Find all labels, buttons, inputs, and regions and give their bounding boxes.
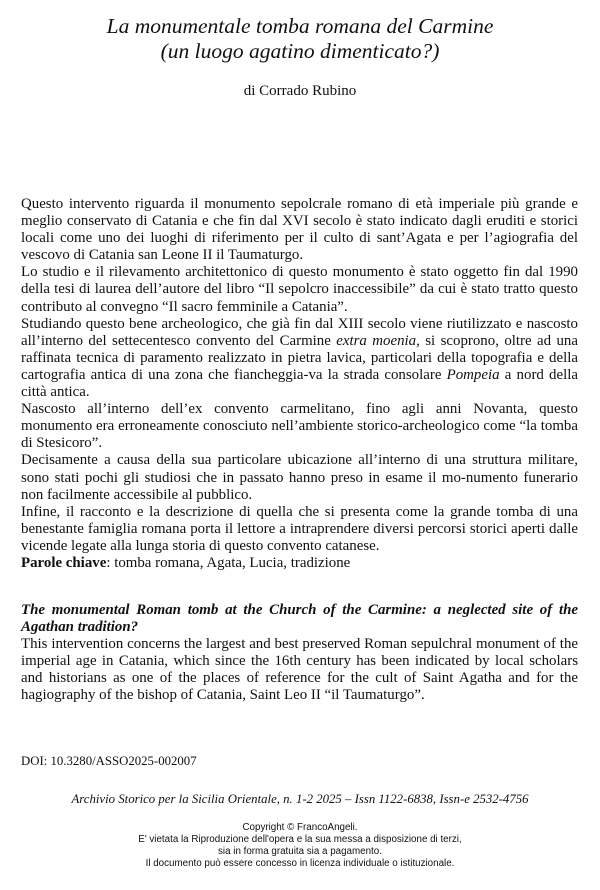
doi-line: DOI: 10.3280/ASSO2025-002007 bbox=[21, 754, 197, 768]
keywords-line bbox=[21, 555, 578, 572]
author-line: di Corrado Rubino bbox=[243, 83, 357, 99]
abstract-p3-italic-extra-moenia: extra moenia bbox=[336, 332, 417, 349]
keywords-label: Parole chiave bbox=[21, 554, 107, 571]
abstract-italian bbox=[21, 196, 578, 572]
abstract-p3-text-c: , si scoprono, oltre ad una raffinata tecnica di paramento realizzato in pietra lavica, particolari della topografia e della cartografia antica di una zona che fiancheggia-va la strada consolare bbox=[21, 332, 578, 383]
abstract-english bbox=[21, 602, 578, 705]
copyright-notice bbox=[0, 822, 600, 870]
english-abstract-body: This intervention concerns the largest and best preserved Roman sepulchral monument of the imperial age in Catania, which since the 16th century has been indicated by local scholars and historians as one of the places of reference for the cult of Saint Agatha and for the hagiography of the bishop of Catania, Saint Leo II “il Taumaturgo”. bbox=[21, 636, 578, 704]
abstract-paragraph-2: Lo studio e il rilevamento architettonico di questo monumento è stato oggetto fin dal 1990 della tesi di laurea dell’autore del libro “Il sepolcro inaccessibile” da cui è stato tratto questo contributo al convegno “Il sacro femminile a Catania”. bbox=[21, 264, 578, 315]
journal-citation: Archivio Storico per la Sicilia Orientale, n. 1-2 2025 – Issn 1122-6838, Issn-e 2532-4756 bbox=[71, 792, 529, 806]
abstract-paragraph-1: Questo intervento riguarda il monumento sepolcrale romano di età imperiale più grande e meglio conservato di Catania e che fin dal XVI secolo è stato indicato dagli eruditi e storici locali come uno dei luoghi di riferimento per il culto di sant’Agata e per l’agiografia del vescovo di Catania san Leone II il Taumaturgo. bbox=[21, 196, 578, 264]
abstract-paragraph-6: Infine, il racconto e la descrizione di quella che si presenta come la grande tomba di una benestante famiglia romana porta il lettore a intraprendere diversi percorsi storici aperti dalle vicende legate alla lunga storia di questo convento catanese. bbox=[21, 503, 578, 554]
copyright-line-2: E' vietata la Riproduzione dell'opera e la sua messa a disposizione di terzi, bbox=[138, 834, 462, 845]
abstract-paragraph-5: Decisamente a causa della sua particolare ubicazione all’interno di una struttura militare, sono stati pochi gli studiosi che in passato hanno preso in esame il mo-numento funerario non facilmente accessibile al pubblico. bbox=[21, 452, 578, 503]
abstract-p3-text-a: Studiando questo bene archeologico, che già fin dal XIII secolo viene riutilizzato e nascosto all’interno del settecentesco convento del Carmine bbox=[21, 315, 578, 349]
abstract-p3-text-e: a nord della città antica. bbox=[21, 366, 578, 401]
abstract-paragraph-4: Nascosto all’interno dell’ex convento carmelitano, fino agli anni Novanta, questo monumento era erroneamente conosciuto nell’ambiente storico-archeologico come “la tomba di Stesicoro”. bbox=[21, 401, 578, 452]
copyright-line-4: Il documento può essere concesso in licenza individuale o istituzionale. bbox=[145, 858, 455, 869]
english-title: The monumental Roman tomb at the Church of the Carmine: a neglected site of the Agathan tradition? bbox=[21, 602, 578, 636]
abstract-p3-italic-pompeia: Pompeia bbox=[446, 366, 500, 383]
keywords-list: : tomba romana, Agata, Lucia, tradizione bbox=[106, 554, 351, 571]
copyright-line-3: sia in forma gratuita sia a pagamento. bbox=[218, 846, 382, 857]
title-line-2: (un luogo agatino dimenticato?) bbox=[160, 39, 440, 63]
abstract-paragraph-3 bbox=[21, 316, 578, 401]
copyright-line-1: Copyright © FrancoAngeli. bbox=[242, 822, 358, 833]
title-line-1: La monumentale tomba romana del Carmine bbox=[106, 14, 494, 38]
article-title bbox=[0, 14, 600, 64]
